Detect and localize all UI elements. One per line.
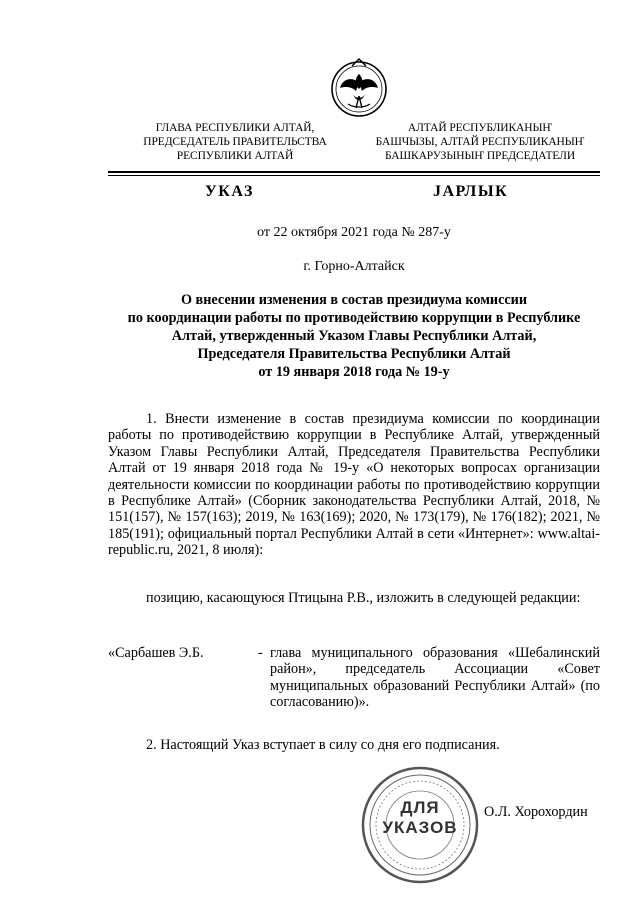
header-rule-thick: [108, 171, 600, 173]
title-line-1: О внесении изменения в состав президиума комиссии: [180, 292, 528, 308]
title-line-3: Алтай, утвержденный Указом Главы Республики Алтай,: [171, 328, 537, 344]
header-left-block: [130, 121, 340, 163]
header-left-line-3: РЕСПУБЛИКИ АЛТАЙ: [176, 150, 294, 162]
document-city: г. Горно-Алтайск: [303, 259, 405, 274]
signer-name: О.Л. Хорохордин: [484, 804, 588, 820]
doc-type-jarlyk: JАРЛЫК: [433, 183, 509, 200]
body-paragraph-3: 2. Настоящий Указ вступает в силу со дня его подписания.: [146, 737, 500, 753]
altai-republic-emblem-icon: [330, 56, 388, 120]
body-paragraph-1: 1. Внести изменение в состав президиума комиссии по координации работы по противодействию коррупции в Республике Алтай, утвержденный Указом Главы Республики Алтай, Председателя Правительства Республики Алтай от 19 января 2018 года № 19-у «О некоторых вопросах организации деятельности комиссии по координации работы по противодействию коррупции в Республике Алтай» (Сборник законодательства Республики Алтай, 2018, № 151(157), № 157(163); 2019, № 163(169); 2020, № 173(179), № 176(182); 2021, № 185(191); официальный портал Республики Алтай в сети «Интернет»: www.altai-republic.ru, 2021, 8 июля):: [108, 411, 600, 559]
member-dash: -: [258, 645, 263, 661]
body-paragraph-2: позицию, касающуюся Птицына Р.В., изложить в следующей редакции:: [146, 590, 581, 606]
document-title: [108, 291, 600, 381]
member-name: «Сарбашев Э.Б.: [108, 645, 204, 661]
round-seal-stamp: [360, 765, 480, 885]
header-right-line-3: БАШКАРУЗЫНЫҤ ПРЕДСЕДАТЕЛИ: [384, 150, 576, 162]
title-line-5: от 19 января 2018 года № 19-у: [258, 364, 450, 380]
stamp-line-1: ДЛЯ: [400, 798, 440, 817]
header-left-line-2: ПРЕДСЕДАТЕЛЬ ПРАВИТЕЛЬСТВА: [143, 136, 327, 148]
header-right-line-1: АЛТАЙ РЕСПУБЛИКАНЫҤ: [407, 122, 553, 134]
title-line-4: Председателя Правительства Республики Алтай: [197, 346, 511, 362]
header-rule-thin: [108, 175, 600, 176]
header-right-line-2: БАШЧЫЗЫ, АЛТАЙ РЕСПУБЛИКАНЫҤ: [375, 136, 585, 148]
stamp-line-2: УКАЗОВ: [382, 818, 458, 837]
member-description: глава муниципального образования «Шебалинский район», председатель Ассоциации «Совет муниципальных образований Республики Алтай» (по согласованию)».: [270, 645, 600, 711]
title-line-2: по координации работы по противодействию коррупции в Республике: [127, 310, 581, 326]
doc-type-ukaz: УКАЗ: [205, 183, 254, 200]
document-date: от 22 октября 2021 года № 287-у: [257, 225, 451, 240]
header-left-line-1: ГЛАВА РЕСПУБЛИКИ АЛТАЙ,: [155, 122, 315, 134]
header-right-block: [360, 121, 600, 163]
